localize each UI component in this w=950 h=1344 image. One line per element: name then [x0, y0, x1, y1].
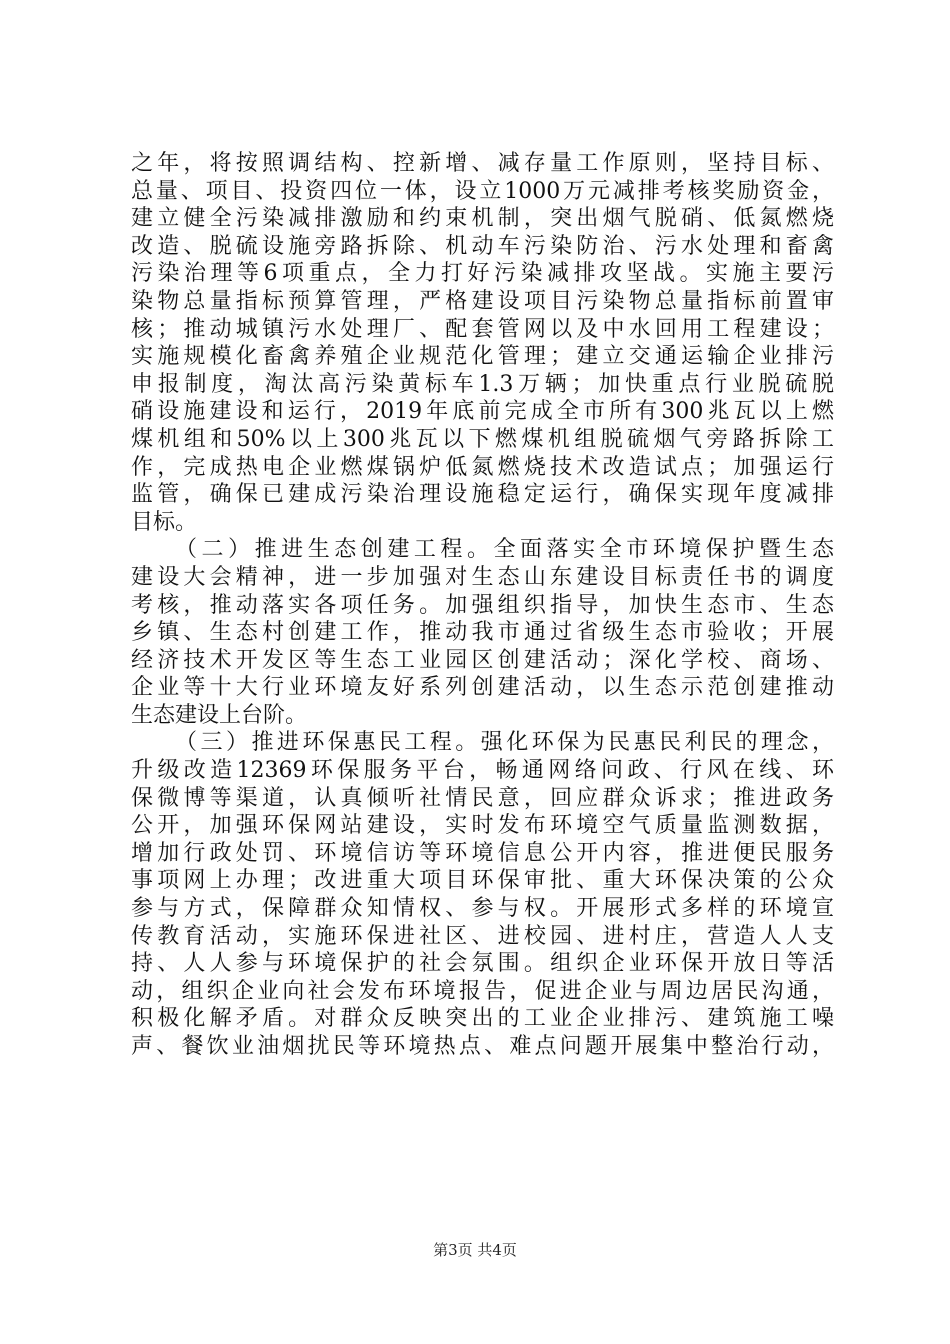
text-line: 建立健全污染减排激励和约束机制，突出烟气脱硝、低氮燃烧 — [131, 206, 834, 232]
text-line: 建设大会精神，进一步加强对生态山东建设目标责任书的调度 — [131, 564, 834, 590]
document-body — [131, 150, 834, 1061]
text-line: 公开，加强环保网站建设，实时发布环境空气质量监测数据， — [131, 813, 834, 839]
text-line: 声、餐饮业油烟扰民等环境热点、难点问题开展集中整治行动， — [131, 1034, 834, 1059]
text-line: 乡镇、生态村创建工作，推动我市通过省级生态市验收；开展 — [131, 620, 834, 646]
text-line: 硝设施建设和运行，2019年底前完成全市所有300兆瓦以上燃 — [131, 399, 834, 425]
text-line: 传教育活动，实施环保进社区、进校园、进村庄，营造人人支 — [131, 923, 834, 949]
text-line: 考核，推动落实各项任务。加强组织指导，加快生态市、生态 — [131, 592, 834, 618]
text-line: 总量、项目、投资四位一体，设立1000万元减排考核奖励资金， — [131, 178, 834, 204]
text-line: 企业等十大行业环境友好系列创建活动，以生态示范创建推动 — [131, 675, 834, 701]
text-line: 污染治理等6项重点，全力打好污染减排攻坚战。实施主要污 — [131, 261, 834, 287]
text-line: 染物总量指标预算管理，严格建设项目污染物总量指标前置审 — [131, 288, 834, 314]
text-line: 生态建设上台阶。 — [131, 702, 308, 728]
text-line: 增加行政处罚、环境信访等环境信息公开内容，推进便民服务 — [131, 840, 834, 866]
text-line: 经济技术开发区等生态工业园区创建活动；深化学校、商场、 — [131, 647, 834, 673]
text-line: 动，组织企业向社会发布环境报告，促进企业与周边居民沟通， — [131, 978, 834, 1004]
text-line: 实施规模化畜禽养殖企业规范化管理；建立交通运输企业排污 — [131, 344, 834, 370]
text-line: 升级改造12369环保服务平台，畅通网络问政、行风在线、环 — [131, 758, 834, 784]
text-line: 作，完成热电企业燃煤锅炉低氮燃烧技术改造试点；加强运行 — [131, 454, 834, 480]
text-line: 积极化解矛盾。对群众反映突出的工业企业排污、建筑施工噪 — [131, 1006, 834, 1032]
text-line: （三）推进环保惠民工程。强化环保为民惠民利民的理念， — [175, 730, 834, 756]
text-line: 持、人人参与环境保护的社会氛围。组织企业环保开放日等活 — [131, 951, 834, 977]
text-line: 事项网上办理；改进重大项目环保审批、重大环保决策的公众 — [131, 868, 834, 894]
text-line: 保微博等渠道，认真倾听社情民意，回应群众诉求；推进政务 — [131, 785, 834, 811]
text-line: 核；推动城镇污水处理厂、配套管网以及中水回用工程建设； — [131, 316, 834, 342]
text-line: 煤机组和50%以上300兆瓦以下燃煤机组脱硫烟气旁路拆除工 — [131, 426, 834, 452]
text-line: 参与方式，保障群众知情权、参与权。开展形式多样的环境宣 — [131, 896, 834, 922]
text-line: 目标。 — [131, 509, 198, 535]
text-line: 监管，确保已建成污染治理设施稳定运行，确保实现年度减排 — [131, 482, 834, 508]
text-line: 改造、脱硫设施旁路拆除、机动车污染防治、污水处理和畜禽 — [131, 233, 834, 259]
text-line: （二）推进生态创建工程。全面落实全市环境保护暨生态 — [175, 537, 834, 563]
text-line: 申报制度，淘汰高污染黄标车1.3万辆；加快重点行业脱硫脱 — [131, 371, 834, 397]
text-line: 之年，将按照调结构、控新增、减存量工作原则，坚持目标、 — [131, 151, 834, 176]
page-footer: 第3页 共4页 — [433, 1241, 517, 1259]
